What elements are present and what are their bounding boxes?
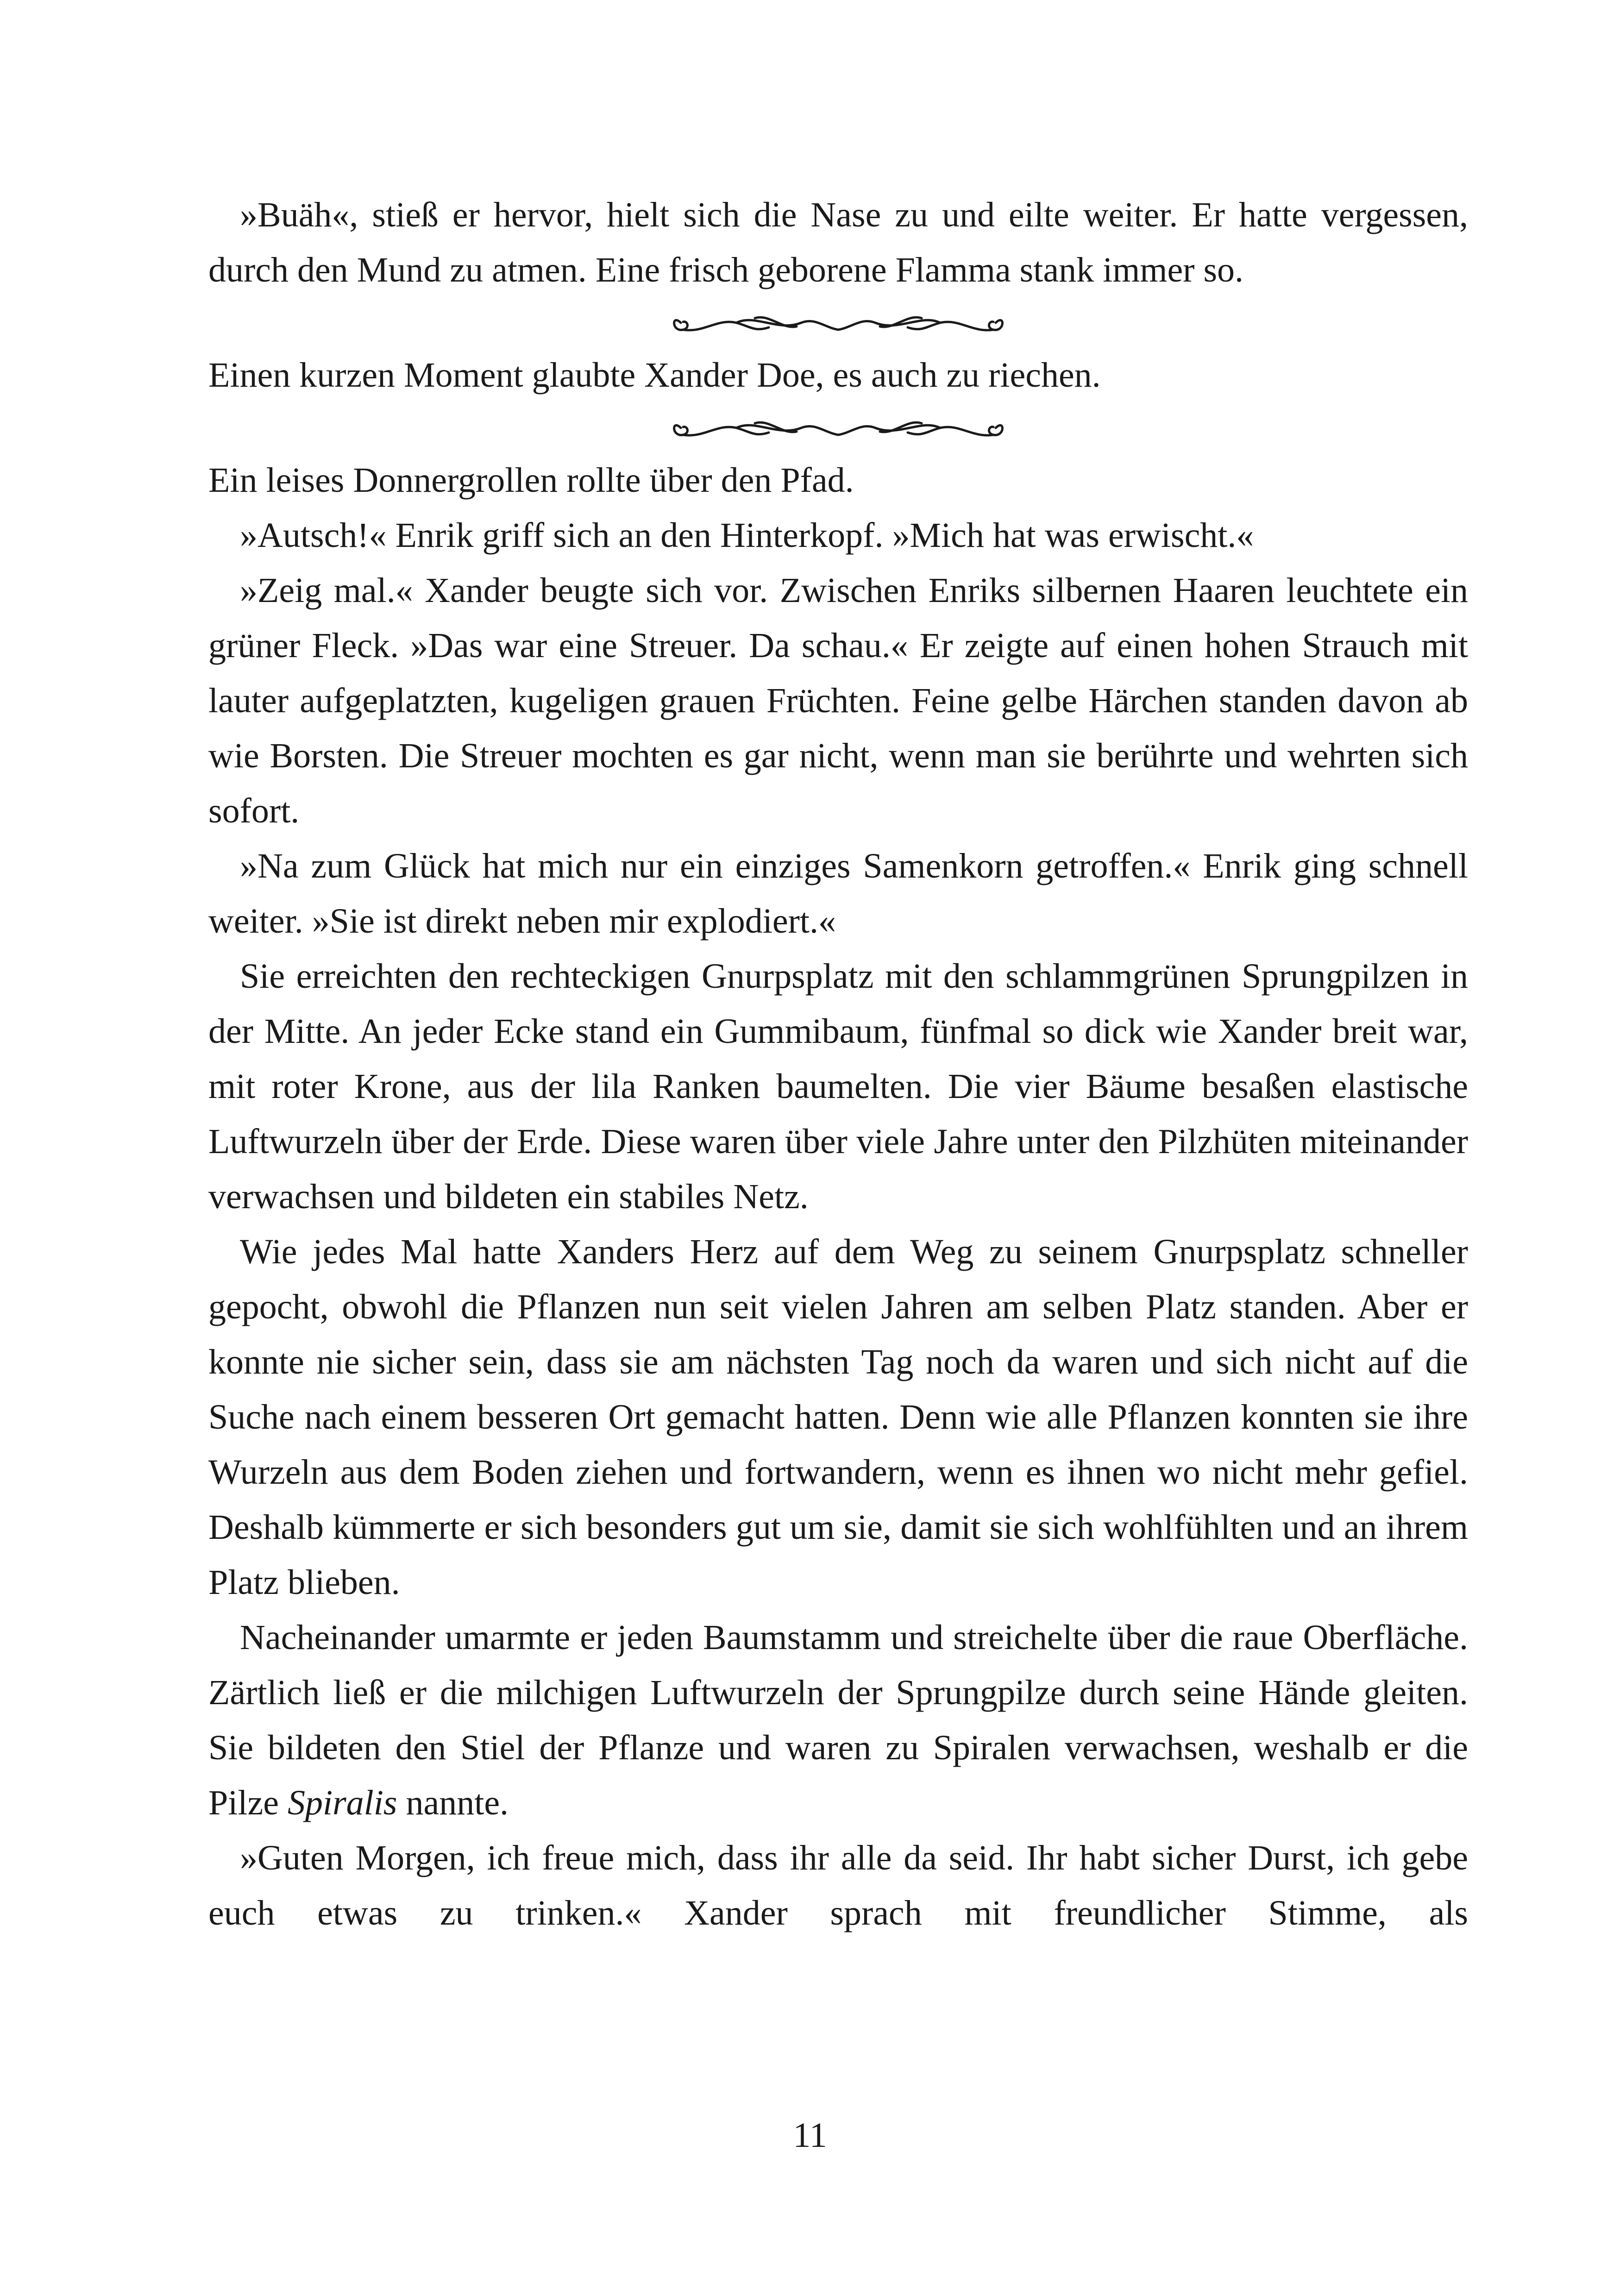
scroll-divider-icon bbox=[662, 304, 1014, 341]
italic-term: Spiralis bbox=[287, 1783, 397, 1822]
paragraph-1: »Buäh«, stieß er hervor, hielt sich die Nase zu und eilte weiter. Er hatte vergessen, durch den Mund zu atmen. Eine frisch geborene Flamma stank immer so. bbox=[208, 195, 1468, 289]
paragraph-8: Wie jedes Mal hatte Xanders Herz auf dem Weg zu seinem Gnurpsplatz schneller gepocht, obwohl die Pflanzen nun seit vielen Jahren am selben Platz standen. Aber er konnte nie sicher sein, dass sie am nächsten Tag noch da waren und sich nicht auf die Suche nach einem besseren Ort gemacht hatten. Denn wie alle Pflanzen konnten sie ihre Wurzeln aus dem Boden ziehen und fortwandern, wenn es ihnen wo nicht mehr gefiel. Deshalb kümmerte er sich besonders gut um sie, damit sie sich wohlfühlten und an ihrem Platz blieben. bbox=[208, 1232, 1468, 1602]
paragraph-2: Einen kurzen Moment glaubte Xander Doe, es auch zu riechen. bbox=[208, 356, 1101, 395]
paragraph-5: »Zeig mal.« Xander beugte sich vor. Zwischen Enriks silbernen Haaren leuchtete ein grüner Fleck. »Das war eine Streuer. Da schau.« Er zeigte auf einen hohen Strauch mit lauter aufgeplatzten, kugeligen grauen Früchten. Feine gelbe Härchen standen davon ab wie Borsten. Die Streuer mochten es gar nicht, wenn man sie berührte und wehrten sich sofort. bbox=[208, 571, 1468, 830]
paragraph-7: Sie erreichten den rechteckigen Gnurpsplatz mit den schlammgrünen Sprungpilzen in der Mitte. An jeder Ecke stand ein Gummibaum, fünfmal so dick wie Xander breit war, mit roter Krone, aus der lila Ranken baumelten. Die vier Bäume besaßen elastische Luftwurzeln über der Erde. Diese waren über viele Jahre unter den Pilzhüten miteinander verwachsen und bildeten ein stabiles Netz. bbox=[208, 957, 1468, 1216]
page-body bbox=[208, 188, 1468, 1941]
paragraph-9-end: nannte. bbox=[397, 1783, 509, 1822]
paragraph-4: »Autsch!« Enrik griff sich an den Hinterkopf. »Mich hat was erwischt.« bbox=[240, 516, 1254, 555]
scroll-divider-icon bbox=[662, 409, 1014, 446]
paragraph-10: »Guten Morgen, ich freue mich, dass ihr alle da seid. Ihr habt sicher Durst, ich gebe euch etwas zu trinken.« Xander sprach mit freundlicher Stimme, als bbox=[208, 1838, 1468, 1932]
paragraph-9 bbox=[208, 1610, 1468, 1831]
paragraph-9-start: Nacheinander umarmte er jeden Baumstamm und streichelte über die raue Oberfläche. Zärtlich ließ er die milchigen Luftwurzeln der Sprungpilze durch seine Hände gleiten. Sie bildeten den Stiel der Pflanze und waren zu Spiralen verwachsen, weshalb er die Pilze bbox=[208, 1618, 1468, 1822]
paragraph-3: Ein leises Donnergrollen rollte über den Pfad. bbox=[208, 461, 854, 500]
paragraph-6: »Na zum Glück hat mich nur ein einziges Samenkorn getroffen.« Enrik ging schnell weiter. »Sie ist direkt neben mir explodiert.« bbox=[208, 847, 1468, 941]
page-number: 11 bbox=[793, 2116, 827, 2155]
